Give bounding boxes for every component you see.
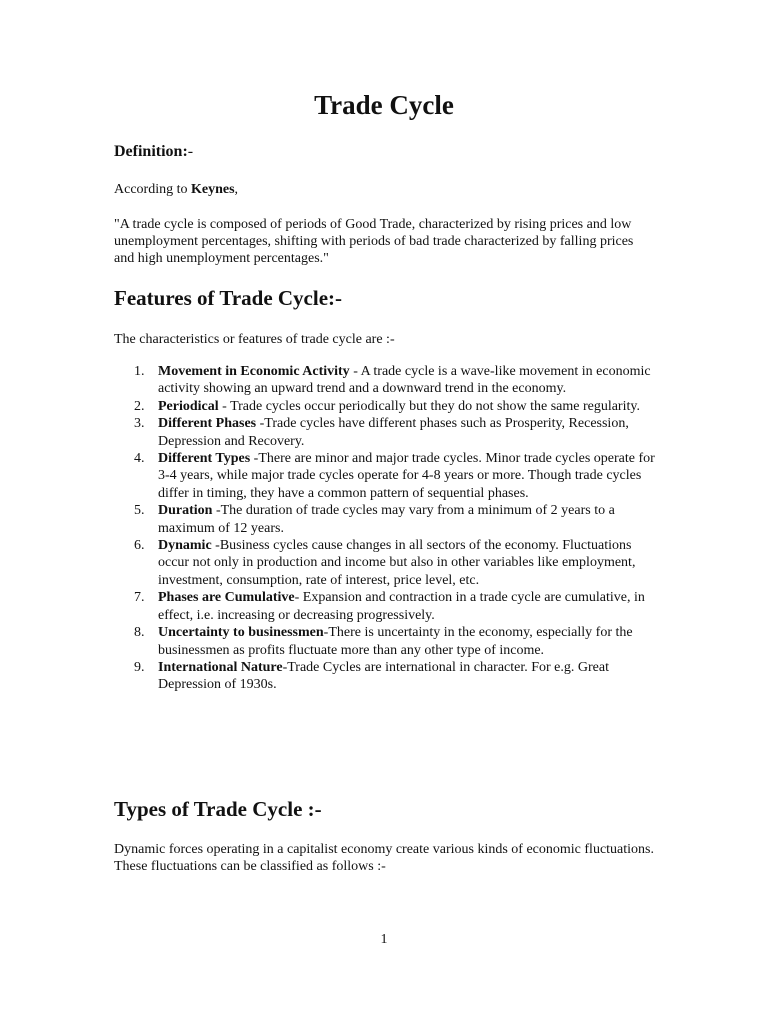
list-item-number: 4. <box>134 451 145 467</box>
features-intro: The characteristics or features of trade cycle are :- <box>114 332 395 347</box>
list-item-term: Uncertainty to businessmen <box>158 625 324 641</box>
list-item-term: Dynamic <box>158 538 212 554</box>
list-item <box>114 450 659 502</box>
definition-label: Definition: <box>114 143 188 160</box>
list-item-text: -Business cycles cause changes in all sectors of the economy. Fluctuations occur not only in production and income but also in other variables like employment, investment, consumption, rate of interest, price level, etc. <box>158 538 636 588</box>
list-item-term: Periodical <box>158 398 219 414</box>
list-item-term: International Nature <box>158 659 283 675</box>
list-item <box>114 363 659 398</box>
list-item-text: -Trade Cycles are international in character. For e.g. Great Depression of 1930s. <box>158 659 609 693</box>
list-item <box>114 624 659 659</box>
list-item-text: -Trade cycles have different phases such as Prosperity, Recession, Depression and Recovery. <box>158 416 629 449</box>
list-item-text: -The duration of trade cycles may vary from a minimum of 2 years to a maximum of 12 years. <box>158 503 615 536</box>
list-item-number: 9. <box>134 659 145 675</box>
list-item <box>114 537 659 589</box>
list-item-text: - A trade cycle is a wave-like movement in economic activity showing an upward trend and a downward trend in the economy. <box>158 364 651 397</box>
list-item-number: 2. <box>134 398 145 414</box>
list-item-number: 6. <box>134 538 145 554</box>
list-item-text: -There is uncertainty in the economy, especially for the businessmen as profits fluctuate more than any other type of income. <box>158 625 633 658</box>
list-item-text: -There are minor and major trade cycles. Minor trade cycles operate for 3-4 years, while major trade cycles operate for 4-8 years or more. Though trade cycles differ in timing, they have a common pattern of sequential phases. <box>158 451 655 501</box>
list-item-term: Phases are Cumulative <box>158 590 295 606</box>
features-heading: Features of Trade Cycle:- <box>114 286 343 310</box>
list-item-term: Different Phases <box>158 416 257 432</box>
definition-quote: "A trade cycle is composed of periods of Good Trade, characterized by rising prices and low unemployment percentages, shifting with periods of bad trade characterized by falling prices and high unemployment percentages." <box>114 217 634 266</box>
list-item-number: 5. <box>134 503 145 519</box>
list-item-text: - Expansion and contraction in a trade cycle are cumulative, in effect, i.e. increasing or decreasing progressively. <box>158 590 645 623</box>
page-title: Trade Cycle <box>314 90 454 120</box>
according-name: Keynes <box>190 182 235 197</box>
list-item-term: Different Types <box>158 451 251 467</box>
list-item <box>114 415 659 450</box>
list-item <box>114 659 659 694</box>
list-item-term: Duration <box>158 503 213 519</box>
list-item-number: 3. <box>134 416 145 432</box>
list-item <box>114 502 659 537</box>
features-list <box>114 363 659 694</box>
types-heading: Types of Trade Cycle :- <box>114 797 322 821</box>
according-line <box>114 181 654 198</box>
definition-heading <box>114 143 193 161</box>
according-prefix: According to <box>114 182 191 197</box>
list-item-number: 8. <box>134 625 145 641</box>
list-item <box>114 398 659 415</box>
list-item-text: - Trade cycles occur periodically but they do not show the same regularity. <box>218 398 640 414</box>
types-intro: Dynamic forces operating in a capitalist economy create various kinds of economic fluctuations. These fluctuations can be classified as follows :- <box>114 842 654 874</box>
list-item <box>114 589 659 624</box>
according-suffix: , <box>234 182 239 197</box>
list-item-number: 1. <box>134 364 145 379</box>
page-number: 1 <box>380 932 388 947</box>
definition-heading-suffix: - <box>187 143 194 160</box>
list-item-number: 7. <box>134 590 145 606</box>
list-item-term: Movement in Economic Activity <box>158 364 350 379</box>
